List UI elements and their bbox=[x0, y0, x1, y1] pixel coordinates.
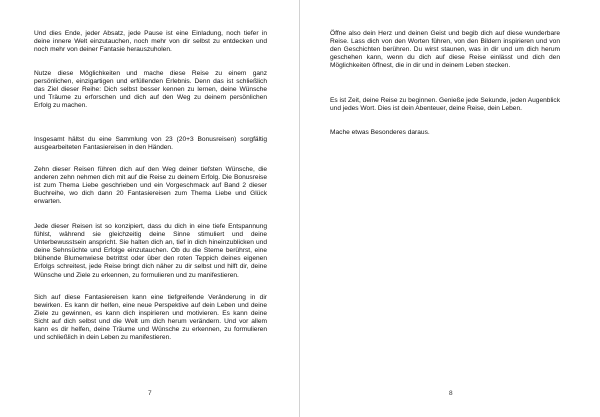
left-paragraph-6: Sich auf diese Fantasiereisen kann eine tiefgreifende Veränderung in dir bewirken. Es kann dir helfen, eine neue Perspektive auf dein Leben und deine Ziele zu gewinnen, es kann dich inspirieren und motivieren. Es kann deine Sicht auf dich selbst und die Welt um dich herum verändern. Und vor allem kann es dir helfen, deine Träume und Wünsche zu erkennen, zu formulieren und schließlich in dein Leben zu manifestieren. bbox=[34, 294, 267, 342]
right-paragraph-2: Es ist Zeit, deine Reise zu beginnen. Genieße jede Sekunde, jeden Augenblick und jedes Wort. Dies ist dein Abenteuer, deine Reise, dein Leben. bbox=[330, 97, 560, 113]
left-paragraph-1: Und dies Ende, jeder Absatz, jede Pause ist eine Einladung, noch tiefer in deine innere Welt einzutauchen, noch mehr von dir selbst zu entdecken und noch mehr von deiner Fantasie herauszuholen. bbox=[34, 30, 267, 54]
left-paragraph-2: Nutze diese Möglichkeiten und mache diese Reise zu einem ganz persönlichen, einzigartigen und erfüllenden Erlebnis. Denn das ist schließlich das Ziel dieser Reihe: Dich selbst besser kennen zu lernen, deine Wünsche und Träume zu erforschen und dich auf den Weg zu deinem persönlichen Erfolg zu machen. bbox=[34, 70, 267, 110]
right-paragraph-1: Öffne also dein Herz und deinen Geist und begib dich auf diese wunderbare Reise. Lass dich von den Worten führen, von den Bildern inspirieren und von den Geschichten berühren. Du wirst staunen, was in dir und um dich herum geschehen kann, wenn du dich auf diese Reise einlässt und dich den Möglichkeiten öffnest, die in dir und in deinem Leben stecken. bbox=[330, 30, 560, 70]
left-paragraph-4: Zehn dieser Reisen führen dich auf den Weg deiner tiefsten Wünsche, die anderen zehn nehmen dich mit auf die Reise zu deinem Erfolg. Die Bonusreise ist zum Thema Liebe geschrieben und ein Vorgeschmack auf Band 2 dieser Buchreihe, wo dich dann 20 Fantasiereisen zum Thema Liebe und Glück erwarten. bbox=[34, 166, 267, 206]
page-number-right: 8 bbox=[449, 390, 453, 397]
page-number-left: 7 bbox=[148, 390, 152, 397]
right-paragraph-3: Mache etwas Besonderes daraus. bbox=[330, 129, 430, 136]
left-paragraph-5: Jede dieser Reisen ist so konzipiert, dass du dich in eine tiefe Entspannung fühlst, während sie gleichzeitig deine Sinne stimuliert und deine Unterbewusstsein anspricht. Sie halten dich an, tief in dich hineinzublicken und deine Sehnsüchte und Erfolge einzutauchen. Ob du die Sterne berührst, eine blühende Blumenwiese betrittst oder über den roten Teppich deines eigenen Erfolgs schreitest, jede Reise bringt dich näher zu dir selbst und hilft dir, deine Wünsche und Ziele zu erkennen, zu formulieren und zu manifestieren. bbox=[34, 223, 267, 279]
right-page bbox=[300, 0, 600, 417]
left-paragraph-3: Insgesamt hältst du eine Sammlung von 23 (20+3 Bonusreisen) sorgfältig ausgearbeiteten Fantasiereisen in den Händen. bbox=[34, 136, 267, 152]
left-page bbox=[0, 0, 299, 417]
